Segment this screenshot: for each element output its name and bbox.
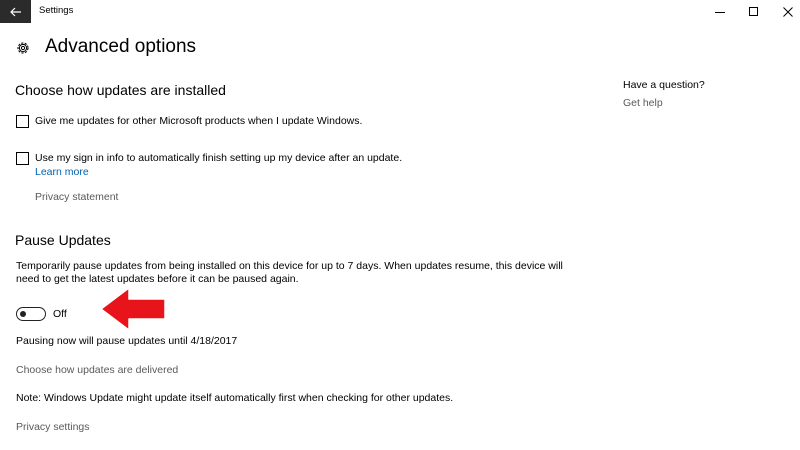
gear-icon: [15, 40, 31, 56]
minimize-icon: [715, 7, 725, 17]
window-title: Settings: [39, 5, 74, 16]
close-icon: [783, 7, 793, 17]
maximize-button[interactable]: [737, 0, 771, 23]
pause-description-line2: need to get the latest updates before it can be paused again.: [16, 273, 299, 285]
title-bar: [0, 0, 800, 23]
delivery-link[interactable]: Choose how updates are delivered: [16, 364, 179, 376]
maximize-icon: [749, 7, 759, 17]
other-products-label: Give me updates for other Microsoft products when I update Windows.: [35, 115, 363, 127]
pause-section-heading: Pause Updates: [15, 232, 111, 248]
pause-info-text: Pausing now will pause updates until 4/18/2017: [16, 335, 238, 347]
toggle-state-label: Off: [53, 308, 67, 320]
pause-description-line1: Temporarily pause updates from being installed on this device for up to 7 days. When updates resume, this device will: [16, 260, 563, 272]
page-title: Advanced options: [45, 36, 197, 57]
toggle-knob: [20, 311, 26, 317]
install-section-heading: Choose how updates are installed: [15, 82, 226, 98]
learn-more-link[interactable]: Learn more: [35, 166, 89, 178]
windows-update-note: Note: Windows Update might update itself automatically first when checking for other updates.: [16, 392, 454, 404]
red-arrow-icon: [95, 286, 167, 332]
privacy-statement-link[interactable]: Privacy statement: [35, 191, 119, 203]
have-a-question-heading: Have a question?: [623, 79, 705, 91]
close-button[interactable]: [771, 0, 800, 23]
sign-in-info-checkbox[interactable]: [16, 152, 29, 165]
pause-updates-toggle[interactable]: [16, 307, 46, 321]
back-arrow-icon: [10, 7, 22, 17]
other-products-checkbox[interactable]: [16, 115, 29, 128]
sign-in-info-label: Use my sign in info to automatically finish setting up my device after an update.: [35, 152, 403, 164]
privacy-settings-link[interactable]: Privacy settings: [16, 421, 90, 433]
get-help-link[interactable]: Get help: [623, 97, 663, 109]
back-button[interactable]: [0, 0, 31, 23]
minimize-button[interactable]: [703, 0, 737, 23]
